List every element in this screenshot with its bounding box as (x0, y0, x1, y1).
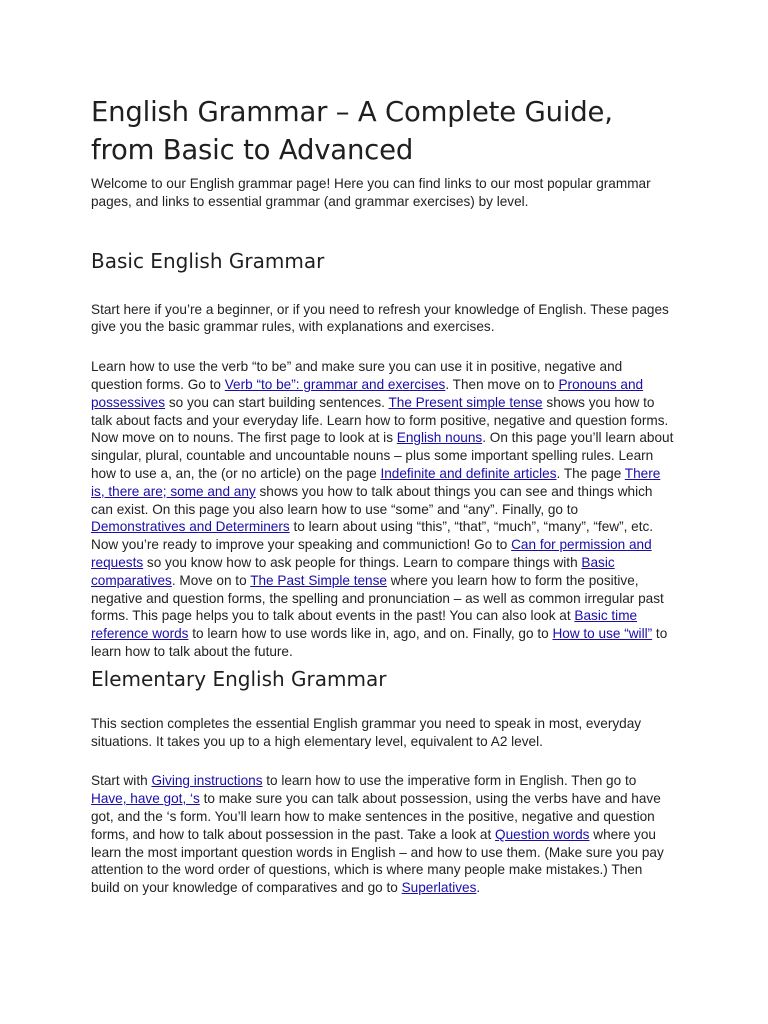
text-run: to learn how to use words like in, ago, and on. Finally, go to (188, 626, 553, 642)
elementary-lead-paragraph: This section completes the essential English grammar you need to speak in most, everyday situations. It takes you up to a high elementary level, equivalent to A2 level. (91, 715, 642, 749)
text-run: Learn how to use the verb “to be” and make sure you can use it in positive, negative and question forms. Go to (91, 359, 623, 392)
basic-paragraph-1 (91, 358, 674, 429)
link-verb-to-be[interactable]: Verb “to be”: grammar and exercises (224, 376, 446, 392)
text-run: . Then move on to (445, 376, 559, 392)
link-demonstratives[interactable]: Demonstratives and Determiners (91, 519, 290, 535)
text-run: . (476, 880, 481, 896)
text-run: Start with (91, 773, 152, 789)
link-question-words[interactable]: Question words (495, 826, 590, 842)
basic-lead-paragraph: Start here if you’re a beginner, or if you need to refresh your knowledge of English. These pages give you the basic grammar rules, with explanations and exercises. (91, 301, 669, 335)
text-run: Now move on to nouns. The first page to look at is (91, 430, 397, 446)
text-run: shows you how to talk about facts and your everyday life. Learn how to form positive, negative and question forms. (91, 394, 669, 428)
link-articles[interactable]: Indefinite and definite articles (380, 465, 557, 481)
link-pronouns-possessives[interactable]: Pronouns and possessives (91, 376, 644, 410)
elementary-paragraph-1 (91, 772, 674, 897)
link-how-to-use-will[interactable]: How to use “will” (552, 626, 653, 642)
page-title: English Grammar – A Complete Guide, from Basic to Advanced (91, 96, 613, 166)
text-run: where you learn how to form the positive, negative and question forms, the spelling and pronunciation – as well as common irregular past forms. This page helps you to talk about events in the past! You can also look at (91, 572, 664, 624)
link-have-have-got[interactable]: Have, have got, ‘s (91, 791, 200, 807)
text-run: . On this page you’ll learn about singular, plural, countable and uncountable nouns – plus some important spelling rules. Learn how to use a, an, the (or no article) on the page (91, 430, 674, 481)
link-there-is-there-are[interactable]: There is, there are; some and any (91, 465, 661, 499)
section-heading-basic: Basic English Grammar (91, 248, 325, 273)
text-run: . Move on to (171, 572, 251, 588)
basic-paragraph-3 (91, 536, 674, 661)
link-can-permission[interactable]: Can for permission and requests (91, 537, 652, 570)
text-run: to learn how to use the imperative form in English. Then go to (262, 773, 637, 789)
text-run: shows you how to talk about things you can see and things which can exist. On this page you also learn how to use “some” and “any”. Finally, go to (91, 483, 653, 517)
text-run: to learn about using “this”, “that”, “much”, “many”, “few”, etc. (289, 519, 654, 535)
link-basic-comparatives[interactable]: Basic comparatives (91, 554, 615, 588)
link-present-simple[interactable]: The Present simple tense (388, 394, 543, 410)
link-giving-instructions[interactable]: Giving instructions (151, 773, 263, 789)
basic-paragraph-2 (91, 429, 674, 536)
text-run: so you can start building sentences. (165, 394, 389, 410)
text-run: to make sure you can talk about possession, using the verbs have and have got, and the ‘s form. You’ll learn how to make sentences in the positive, negative and question forms, and how to talk about possession in the past. Take a look at (91, 791, 661, 842)
link-time-reference-words[interactable]: Basic time reference words (91, 608, 638, 642)
intro-paragraph: Welcome to our English grammar page! Here you can find links to our most popular grammar pages, and links to essential grammar (and grammar exercises) by level. (91, 176, 651, 209)
link-past-simple[interactable]: The Past Simple tense (250, 572, 387, 588)
text-run: so you know how to ask people for things. Learn to compare things with (143, 554, 582, 570)
link-english-nouns[interactable]: English nouns (396, 430, 483, 446)
text-run: . The page (556, 465, 625, 481)
link-superlatives[interactable]: Superlatives (401, 880, 477, 896)
text-run: where you learn the most important question words in English – and how to use them. (Make sure you pay attention to the word order of questions, which is where many people make mistakes.) Then build on your knowledge of comparatives and go to (91, 826, 664, 896)
section-heading-elementary: Elementary English Grammar (91, 666, 387, 691)
text-run: to learn how to talk about the future. (91, 626, 668, 659)
text-run: Now you’re ready to improve your speaking and communiction! Go to (91, 537, 512, 553)
